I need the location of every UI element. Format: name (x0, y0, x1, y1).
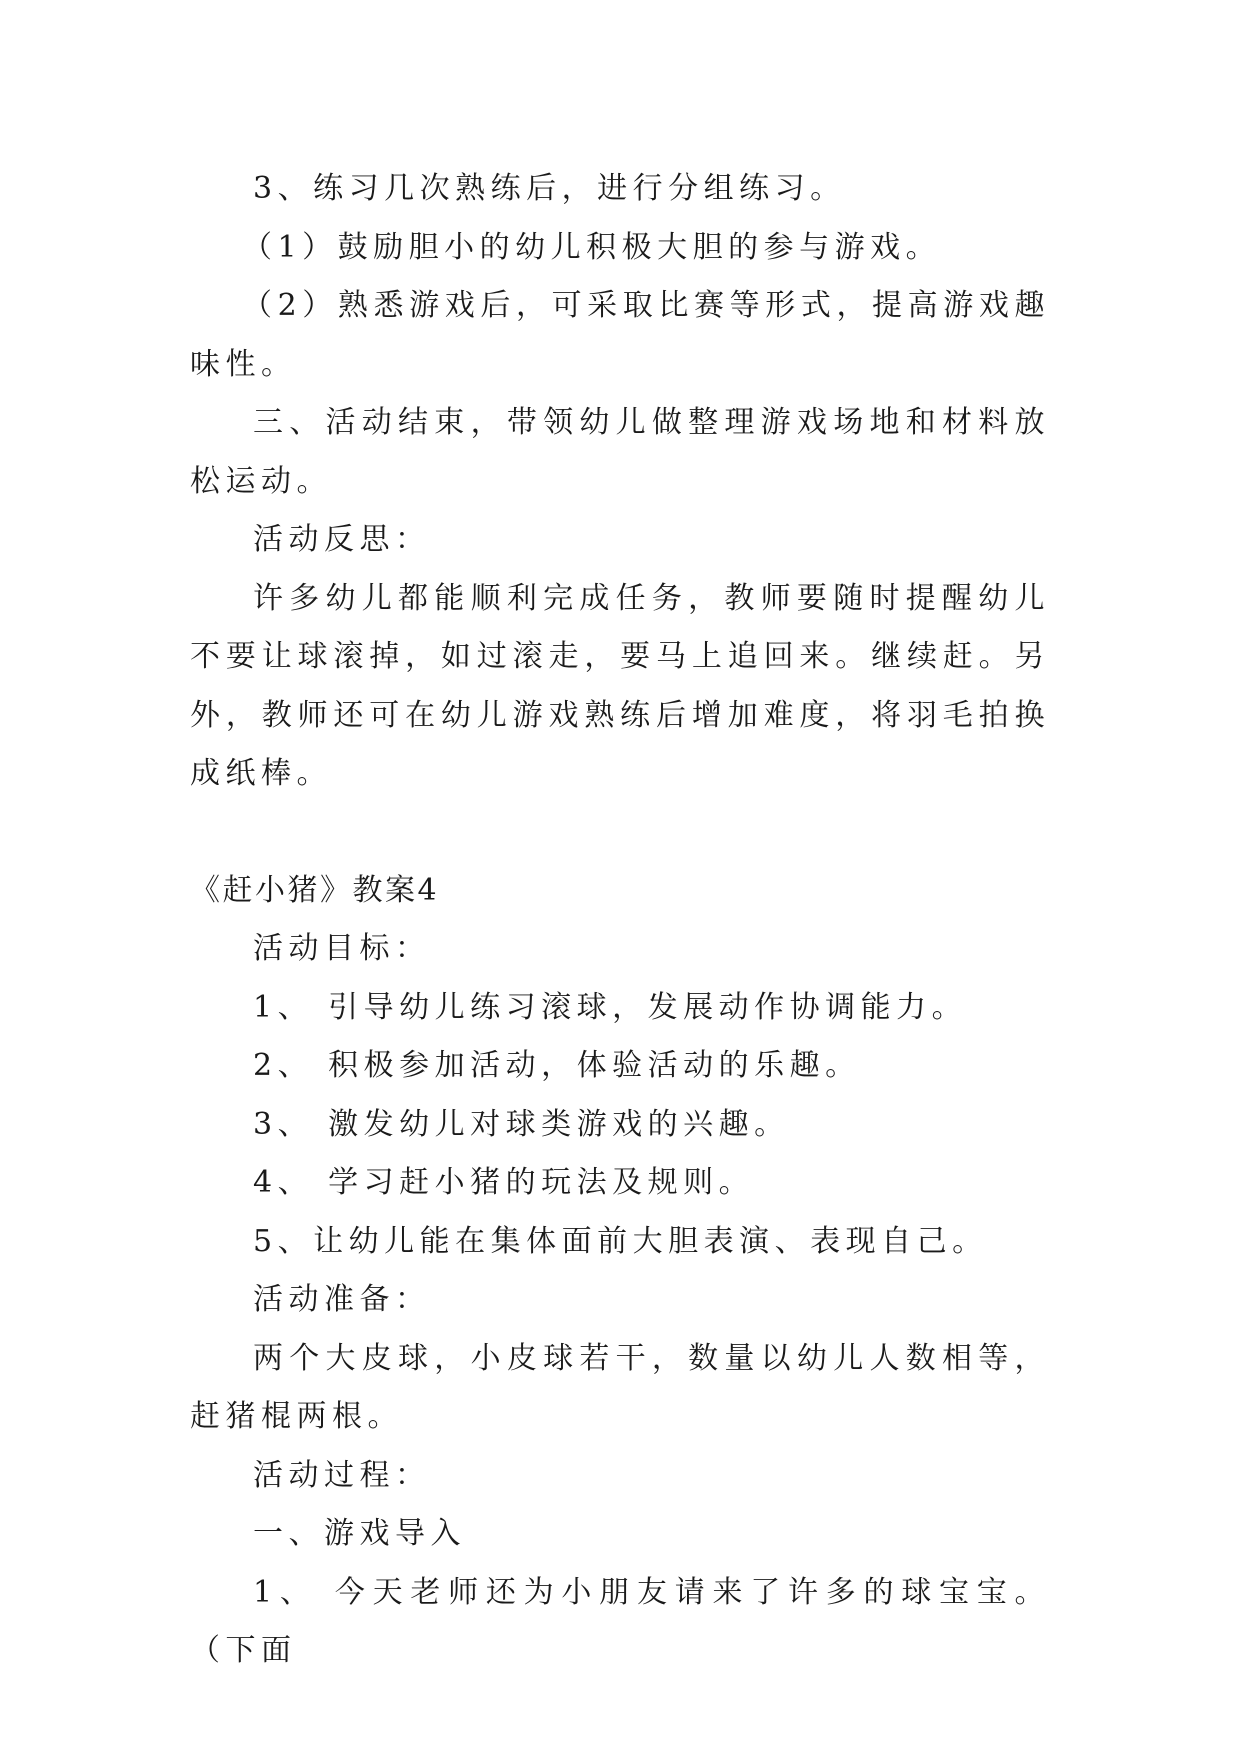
paragraph-encourage-timid: （1）鼓励胆小的幼儿积极大胆的参与游戏。 (242, 229, 942, 265)
paragraph-goal-4: 4、 学习赶小猪的玩法及规则。 (253, 1165, 755, 1200)
section-gap (190, 804, 1050, 862)
paragraph-competition-format: （2）熟悉游戏后，可采取比赛等形式，提高游戏趣味性。 (190, 288, 1050, 382)
paragraph-preparation-heading: 活动准备： (253, 1282, 431, 1317)
paragraph-goal-2: 2、 积极参加活动，体验活动的乐趣。 (253, 1048, 861, 1083)
paragraph-preparation-body: 两个大皮球，小皮球若干，数量以幼儿人数相等，赶猪棍两根。 (190, 1340, 1050, 1434)
paragraph-goal-3: 3、 激发幼儿对球类游戏的兴趣。 (253, 1106, 790, 1142)
document-body (190, 160, 1050, 1681)
paragraph-goal-1: 1、 引导幼儿练习滚球，发展动作协调能力。 (253, 989, 968, 1025)
paragraph-game-intro: 一、游戏导入 (253, 1516, 466, 1551)
section-title: 《赶小猪》教案4 (190, 872, 440, 908)
paragraph-goal-5: 5、让幼儿能在集体面前大胆表演、表现自己。 (253, 1223, 988, 1259)
paragraph-reflection-body: 许多幼儿都能顺利完成任务，教师要随时提醒幼儿不要让球滚掉，如过滚走，要马上追回来。继续赶。另外，教师还可在幼儿游戏熟练后增加难度，将羽毛拍换成纸棒。 (190, 580, 1050, 791)
paragraph-practice-step-3: 3、练习几次熟练后，进行分组练习。 (253, 171, 846, 206)
paragraph-process-heading: 活动过程： (253, 1457, 431, 1493)
paragraph-activity-end: 三、活动结束，带领幼儿做整理游戏场地和材料放松运动。 (190, 405, 1050, 499)
paragraph-reflection-heading: 活动反思： (253, 522, 431, 557)
paragraph-goals-heading: 活动目标： (253, 931, 431, 966)
paragraph-process-step-1: 1、 今天老师还为小朋友请来了许多的球宝宝。（下面 (190, 1574, 1050, 1668)
